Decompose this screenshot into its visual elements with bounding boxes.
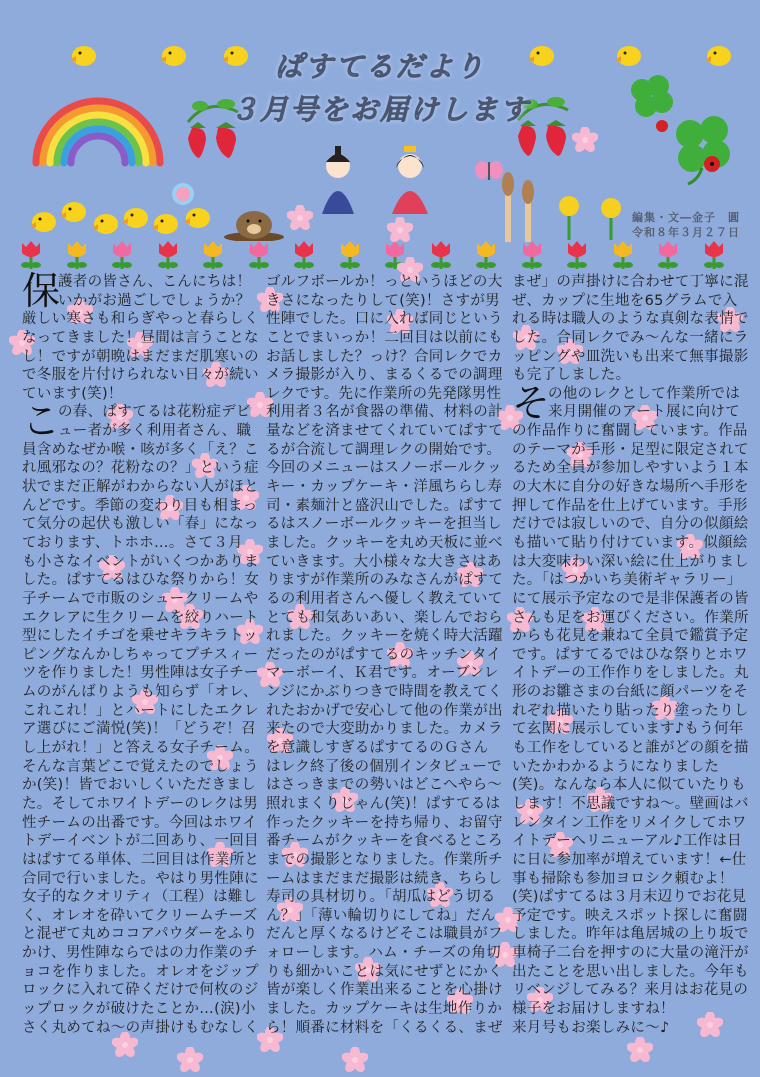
text-line: だけでは寂しいので、自分の似顔絵 — [512, 516, 749, 533]
text-line: さく丸めてね～の声掛けもむなしく — [22, 1019, 259, 1036]
text-line: 合同で行いました。やはり男性陣に — [22, 870, 259, 887]
text-line: れたおかげで安心して他の作業が出 — [266, 702, 503, 719]
text-line: キー・カップケーキ・洋風ちらし寿 — [266, 479, 503, 496]
text-line: か(笑)！皆でおいしくいただきまし — [22, 777, 256, 794]
chick-icon — [122, 204, 150, 234]
text-line: にて展示予定なので是非保護者の皆 — [512, 590, 749, 607]
paragraph — [512, 273, 752, 385]
text-line: 車椅子二台を押すのに大量の滝汗が — [512, 945, 749, 962]
text-line: ことでまいっか！二回目は以前にも — [266, 329, 503, 346]
text-line: るため全員が参加しやすいよう１本 — [512, 460, 749, 477]
text-line: 量などを済ませてくれていてぱすて — [266, 423, 504, 440]
paragraph — [22, 399, 262, 1037]
text-line: 状でまだ正解がわからない人がほと — [22, 479, 259, 496]
text-line: だんと厚くなるけどそこは職員がフ — [266, 926, 503, 943]
text-line: 様子をお届けしますね！ — [512, 1000, 675, 1017]
text-line: レクです。先に作業所の先発隊男性 — [266, 385, 502, 402]
text-line: 性チームの出番です。今回はホワイ — [22, 814, 258, 831]
text-line: ア選びにご満悦(笑)！「どうぞ！召 — [22, 721, 256, 738]
text-line: も工作をしていると誰がどの顔を描 — [512, 740, 749, 757]
text-line: はレク終了後の個別インタビューで — [266, 758, 502, 775]
text-line: した。ぱすてるはひな祭りから！女 — [22, 572, 260, 589]
text-line: ョコを作りました。オレオをジップ — [22, 963, 259, 980]
text-line: しました。昨年は亀居城の上り坂で — [512, 926, 749, 943]
text-line: メラ撮影が入り、まるくるでの調理 — [266, 367, 503, 384]
text-line: れ風邪なの？花粉なの？」という症 — [22, 460, 259, 477]
dandelion-illustration — [555, 192, 625, 242]
text-line: れぞれ描いたり貼ったり塗ったりし — [512, 702, 749, 719]
text-line: 事も掃除も参加ヨロシク頼むよ！ — [512, 870, 734, 887]
issue-date: 令和８年３月２７日 — [632, 226, 740, 239]
chick-icon — [705, 42, 733, 72]
horsetail-illustration — [495, 172, 545, 244]
cherry-blossom-icon — [287, 205, 313, 235]
text-line: ツを作りました！男性陣は女子チー — [22, 665, 259, 682]
tulip-icon — [521, 239, 543, 275]
tulip-icon — [248, 239, 270, 275]
text-line: は大変味わい深い絵に仕上がりまし — [512, 553, 749, 570]
paragraph — [266, 273, 506, 1037]
tulip-icon — [566, 239, 588, 275]
text-line: 護者の皆さん、こんにちは！ — [58, 274, 252, 290]
text-line: た。「はつかいち美術ギャラリー」 — [512, 572, 742, 589]
text-line: までの撮影となりました。作業所チ — [266, 851, 503, 868]
tulip-icon — [111, 239, 133, 275]
text-line: りますが作業所のみなさんがぱすて — [266, 572, 504, 589]
paragraph — [512, 380, 752, 1037]
text-line: ュー者が多く利用者さん、職 — [58, 423, 252, 440]
tulip-icon — [293, 239, 315, 275]
text-line: 厳しい寒さも和らぎやっと春らしく — [22, 311, 259, 328]
text-line: るはスノーボールクッキーを担当し — [266, 516, 502, 533]
text-line: ピングなんかしちゃってプチスィー — [22, 646, 259, 663]
chick-icon — [152, 210, 180, 240]
text-line: し！ですが朝晩はまだまだ肌寒いの — [22, 348, 259, 365]
text-line: ッピングや皿洗いも出来て無事撮影 — [512, 348, 749, 365]
text-line: て玄関に展示しています♪もう何年 — [512, 721, 744, 738]
tulip-icon — [339, 239, 361, 275]
text-line: ームはまだまだ撮影は続き、ちらし — [266, 870, 503, 887]
text-line: 予定です。映えスポット探しに奮闘 — [512, 907, 748, 924]
tulip-icon — [475, 239, 497, 275]
chick-icon — [528, 42, 556, 72]
text-line: の作品作りに奮闘しています。作品 — [512, 423, 748, 440]
text-line: お話しました？っけ？合同レクでカ — [266, 348, 503, 365]
text-line: 寿司の具材切り。「胡瓜はどう切る — [266, 889, 496, 906]
text-line: (笑)。なんなら本人に似ていたりも — [512, 777, 746, 794]
mole-illustration — [222, 203, 286, 241]
tulip-icon — [202, 239, 224, 275]
text-line: 出たことを思い出しました。今年も — [512, 963, 749, 980]
text-line: のテーマが手形・足型に限定されて — [512, 441, 749, 458]
cherry-blossom-icon — [627, 1037, 653, 1067]
text-line: るの利用者さんへ優しく教えていて — [266, 590, 503, 607]
text-line: で冬服を片付けられない日々が続い — [22, 367, 259, 384]
text-line: を意識しすぎるぱすてるのＧさん — [266, 740, 489, 757]
text-line: の他のレクとして作業所では — [548, 385, 741, 402]
text-line: に日に参加率が増えています！←仕 — [512, 851, 747, 868]
text-line: リベンジしてみる？来月はお花見の — [512, 982, 749, 999]
issue-subtitle: ３月号をお届けします — [229, 93, 530, 126]
text-line: いたかわかるようになりました — [512, 758, 720, 775]
text-line: はぱすてる単体、二回目は作業所と — [22, 851, 260, 868]
text-line: とても和気あいあい、楽しんでおら — [266, 609, 503, 626]
text-line: も完了しました。 — [512, 367, 631, 384]
text-line: るが合流して調理レクの開始です。 — [266, 441, 502, 458]
text-line: ております、トホホ…。さて３月 — [22, 534, 243, 551]
text-line: します！不思議ですね～。壁画はバ — [512, 795, 749, 812]
text-line: なってきました！昼間は言うことな — [22, 329, 259, 346]
text-line: し上がれ！」と答える女子チーム。 — [22, 740, 260, 757]
text-line: 来月号もお楽しみに～♪ — [512, 1019, 670, 1036]
text-line: かけ、男性陣ならではの力作業のチ — [22, 945, 259, 962]
paragraph — [22, 269, 262, 403]
text-line: も小さなイベントがいくつかありま — [22, 553, 259, 570]
text-line: です。ぱすてるではひな祭りとホワ — [512, 646, 748, 663]
text-line: く、オレオを砕いてクリームチーズ — [22, 907, 258, 924]
text-line: だったのがぱすてるのキッチンタイ — [266, 646, 502, 663]
text-line: 照れまくりじゃん(笑)！ぱすてるは — [266, 795, 501, 812]
text-line: トデーイベントが二回あり、一回目 — [22, 833, 259, 850]
text-line: 今回のメニューはスノーボールクッ — [266, 460, 502, 477]
text-line: ォローします。ハム・チーズの角切 — [266, 945, 501, 962]
text-line: 利用者３名が食器の準備、材料の計 — [266, 404, 503, 421]
text-line: の春、ぱすてるは花粉症デビ — [58, 404, 251, 421]
text-line: 司・素麺汁と盛沢山でした。ぱすて — [266, 497, 504, 514]
text-line: れる時は職人のような真剣な表情で — [512, 311, 749, 328]
text-line: (笑)ぱすてるは３月末辺りでお花見 — [512, 889, 747, 906]
text-line: ました。カップケーキは生地作りか — [266, 1000, 503, 1017]
text-line: レンタイン工作をリメイクしてホワ — [512, 814, 747, 831]
newsletter-title: ぱすてるだより — [274, 50, 486, 83]
drop-cap: 保 — [22, 269, 61, 313]
chick-icon — [92, 210, 120, 240]
chick-icon — [184, 204, 212, 234]
text-line: ぜ、カップに生地を65グラムで入 — [512, 292, 738, 309]
text-line: エクレアに生クリームを絞りハート — [22, 609, 259, 626]
text-line: 形のお雛さまの台紙に顔パーツをそ — [512, 684, 749, 701]
cherry-blossom-icon — [387, 217, 413, 247]
article-column-3 — [512, 273, 752, 1037]
text-line: の大木に自分の好きな場所へ手形を — [512, 479, 749, 496]
chick-icon — [70, 42, 98, 72]
text-line: さんも足をお運びください。作業所 — [512, 609, 749, 626]
text-line: 子チームで市販のシュークリームや — [22, 590, 259, 607]
cherry-blossom-icon — [177, 1047, 203, 1077]
text-line: そんな言葉どこで覚えたのでしょう — [22, 758, 259, 775]
text-line: はさっきまでの勢いはどこへやら～ — [266, 777, 503, 794]
text-line: ンジにかぶりつきで時間を教えてく — [266, 684, 503, 701]
text-line: りも細かいことは気にせずとにかく — [266, 963, 503, 980]
text-line: んどです。季節の変わり目も相まっ — [22, 497, 258, 514]
hina-dolls-illustration — [318, 128, 442, 218]
text-line: 作ったクッキーを持ち帰り、お留守 — [266, 814, 503, 831]
tulip-icon — [430, 239, 452, 275]
drop-cap: こ — [22, 399, 61, 444]
text-line: て気分の起伏も激しい「春」になっ — [22, 516, 259, 533]
editor-credit: 編集・文―金子 圓 — [632, 211, 740, 224]
text-line: ゴルフボールか！っというほどの大 — [266, 274, 503, 290]
text-line: た。そしてホワイトデーのレクは男 — [22, 795, 259, 812]
text-line: も描いて貼り付けています。似顔絵 — [512, 534, 748, 551]
text-line: 皆が楽しく作業出来ることを心掛け — [266, 982, 503, 999]
text-line: ら！順番に材料を「くるくる、まぜ — [266, 1019, 503, 1036]
text-line: と混ぜて丸めココアパウダーをふり — [22, 926, 258, 943]
text-line: れました。クッキーを焼く時大活躍 — [266, 628, 503, 645]
cherry-blossom-icon — [342, 1047, 368, 1077]
text-line: ップロックが破けたことか…(涙)小 — [22, 1000, 256, 1017]
chick-icon — [60, 198, 88, 228]
tulip-icon — [703, 239, 725, 275]
text-line: マーボーイ、Ｋ君です。オーブンレ — [266, 665, 499, 682]
text-line: 型にしたイチゴを乗せキラキラトッ — [22, 628, 258, 645]
text-line: ん？」「薄い輪切りにしてね」だん — [266, 907, 496, 924]
chick-icon — [222, 42, 250, 72]
text-line: 員含めなぜか喉・咳が多く「え？こ — [22, 441, 259, 458]
text-line: ました。クッキーを丸め天板に並べ — [266, 534, 503, 551]
chick-icon — [615, 42, 643, 72]
text-line: 来たので大変助かりました。カメラ — [266, 721, 503, 738]
text-line: からも花見を兼ねて全員で鑑賞予定 — [512, 628, 749, 645]
text-line: イトデーの工作作りをしました。丸 — [512, 665, 749, 682]
tulip-icon — [657, 239, 679, 275]
article-column-2 — [266, 273, 506, 1037]
text-line: まぜ」の声掛けに合わせて丁寧に混 — [512, 274, 749, 290]
text-line: これこれ！」とハートにしたエクレ — [22, 702, 259, 719]
tulip-icon — [66, 239, 88, 275]
text-line: きさになったりして(笑)！さすが男 — [266, 292, 500, 309]
text-line: 来月開催のアート展に向けて — [548, 404, 740, 421]
text-line: 番チームがクッキーを食べるところ — [266, 833, 503, 850]
text-line: ムのがんばりようも知らず「オレ、 — [22, 684, 258, 701]
text-line: した。合同レクでみ～んな一緒にラ — [512, 329, 749, 346]
text-line: 女子的なクオリティ（工程）は難し — [22, 889, 258, 906]
text-line: ていきます。大小様々な大きさはあ — [266, 553, 502, 570]
chick-icon — [30, 208, 58, 238]
text-line: 性陣でした。口に入れば同じという — [266, 311, 503, 328]
text-line: イトデーへリニューアル♪工作は日 — [512, 833, 742, 850]
chick-icon — [160, 42, 188, 72]
text-line: 押して作品を仕上げています。手形 — [512, 497, 748, 514]
text-line: ロックに入れて砕くだけで何枚のジ — [22, 982, 259, 999]
drop-cap: そ — [512, 380, 551, 425]
tulip-icon — [157, 239, 179, 275]
text-line: いかがお過ごしでしょうか？ — [58, 292, 251, 309]
text-line: ています(笑)！ — [22, 385, 123, 402]
cherry-blossom-icon — [572, 127, 598, 157]
tulip-icon — [612, 239, 634, 275]
article-column-1 — [22, 269, 262, 1037]
